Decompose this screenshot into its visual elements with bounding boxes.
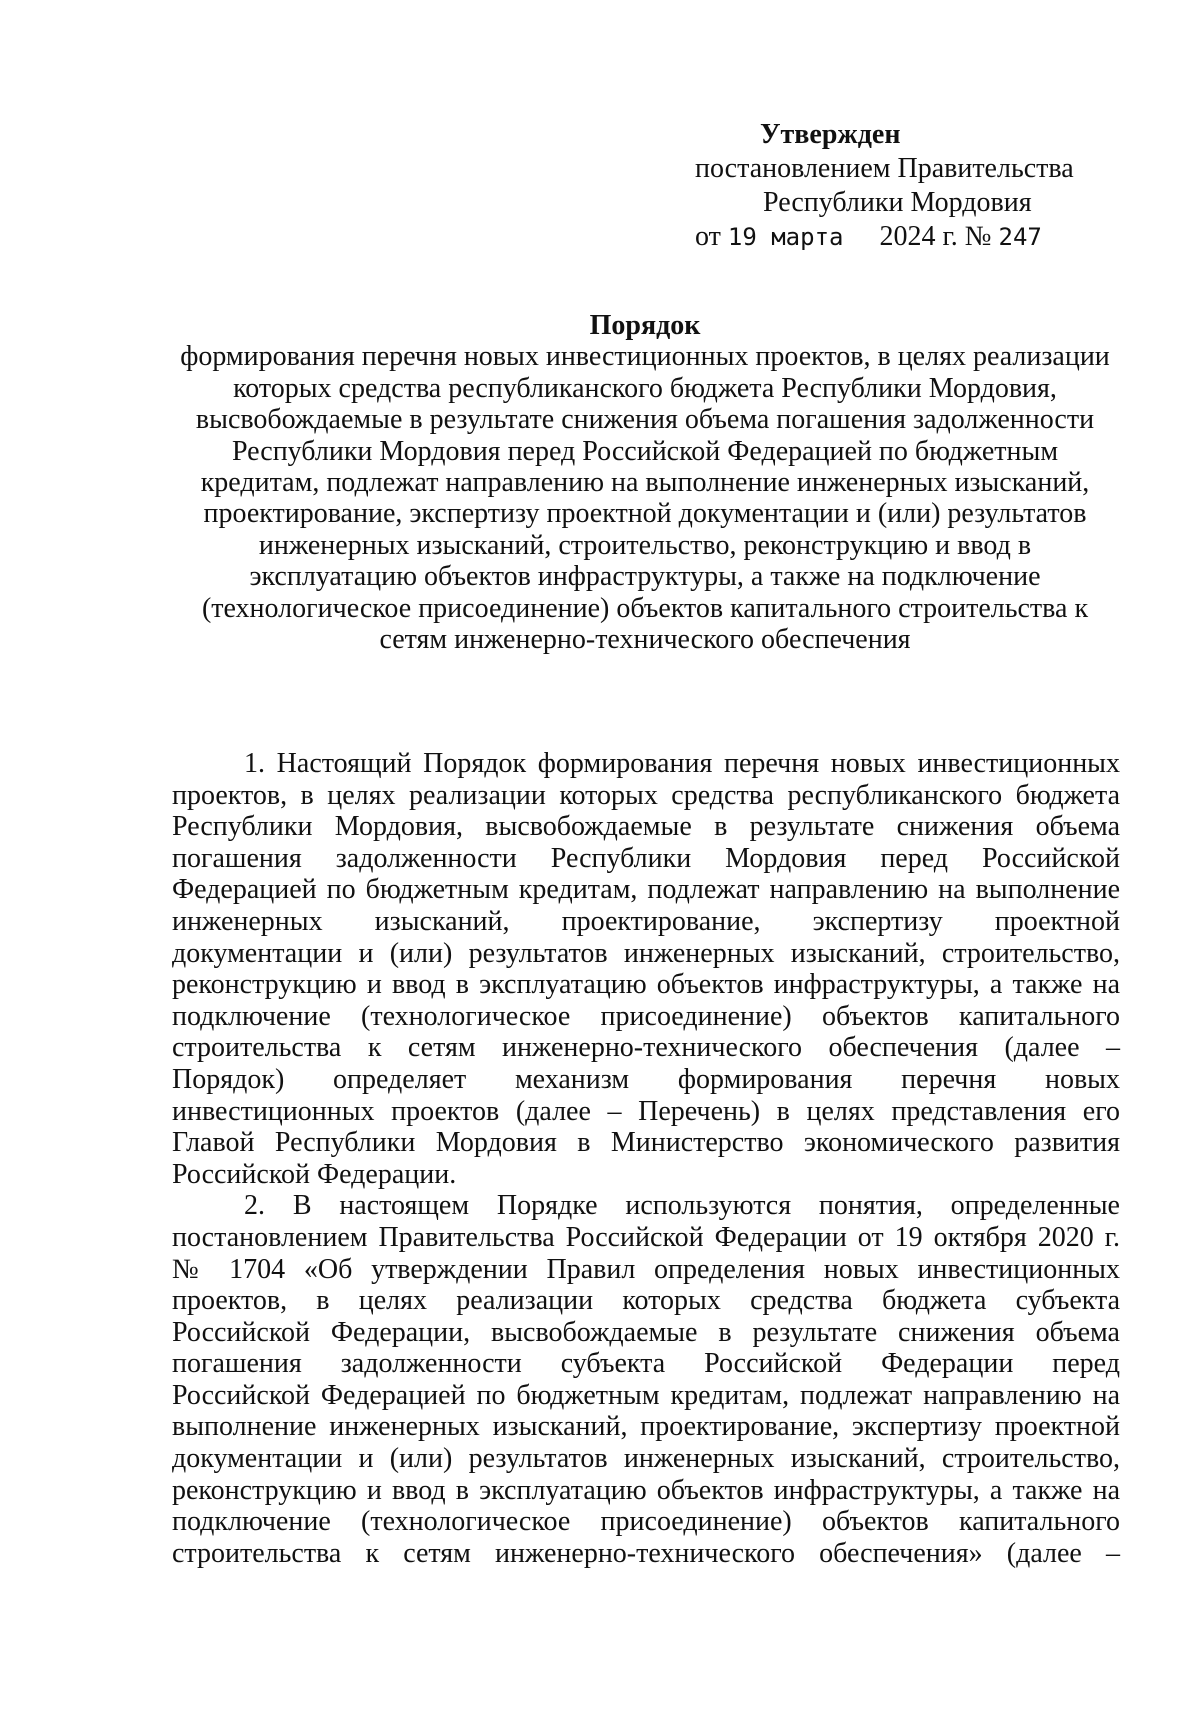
paragraph-1-line: Федерацией по бюджетным кредитам, подлежат направлению на выполнение <box>172 874 1120 906</box>
paragraph-2-line: проектов, в целях реализации которых средства бюджета субъекта <box>172 1285 1120 1317</box>
paragraph-2-line: выполнение инженерных изысканий, проектирование, экспертизу проектной <box>172 1411 1120 1443</box>
paragraph-1-line: реконструкцию и ввод в эксплуатацию объектов инфраструктуры, а также на <box>172 969 1120 1001</box>
subtitle-line: сетям инженерно-технического обеспечения <box>379 624 911 656</box>
paragraph-1-line: документации и (или) результатов инженерных изысканий, строительство, <box>172 937 1120 969</box>
subtitle-line: проектирование, экспертизу проектной документации и (или) результатов <box>203 498 1087 530</box>
paragraph-2-line: документации и (или) результатов инженерных изысканий, строительство, <box>172 1443 1120 1475</box>
subtitle-line: которых средства республиканского бюджета Республики Мордовия, <box>233 372 1057 404</box>
approval-number: 247 <box>998 223 1042 251</box>
paragraph-2-line: погашения задолженности субъекта Российской Федерации перед <box>172 1348 1120 1380</box>
subtitle-line: формирования перечня новых инвестиционных проектов, в целях реализации <box>180 341 1110 373</box>
paragraph-1-line: инвестиционных проектов (далее – Перечень) в целях представления его <box>172 1095 1120 1127</box>
document-subtitle <box>170 341 1120 655</box>
paragraph-1-line: подключение (технологическое присоединение) объектов капитального <box>172 1000 1120 1032</box>
paragraph-2-line: № 1704 «Об утверждении Правил определения новых инвестиционных <box>172 1253 1120 1285</box>
subtitle-line: эксплуатацию объектов инфраструктуры, а также на подключение <box>249 561 1041 593</box>
paragraph-2-line: 2. В настоящем Порядке используются понятия, определенные <box>244 1190 1120 1222</box>
paragraph-2-line: Российской Федерацией по бюджетным кредитам, подлежат направлению на <box>172 1379 1120 1411</box>
paragraph-1-line: 1. Настоящий Порядок формирования перечня новых инвестиционных <box>244 748 1120 779</box>
subtitle-line: кредитам, подлежат направлению на выполнение инженерных изысканий, <box>200 467 1090 499</box>
paragraph-2-line: реконструкцию и ввод в эксплуатацию объектов инфраструктуры, а также на <box>172 1474 1120 1506</box>
subtitle-line: Республики Мордовия перед Российской Федерацией по бюджетным <box>231 435 1059 467</box>
approval-date <box>640 220 1080 254</box>
paragraph-1-line: проектов, в целях реализации которых средства республиканского бюджета <box>172 779 1120 811</box>
approval-title: Утвержден <box>760 119 901 150</box>
document-body <box>172 748 1120 1569</box>
paragraph-1-line: Российской Федерации. <box>172 1158 457 1190</box>
approval-block <box>640 118 1080 254</box>
document-title: Порядок <box>589 310 701 341</box>
subtitle-line: инженерных изысканий, строительство, реконструкцию и ввод в <box>258 529 1032 561</box>
paragraph-2-line: строительства к сетям инженерно-технического обеспечения» (далее – <box>172 1537 1120 1569</box>
paragraph-1-line: инженерных изысканий, проектирование, экспертизу проектной <box>172 905 1120 937</box>
document-heading <box>170 310 1120 655</box>
approval-date-day-month: 19 марта <box>727 223 844 251</box>
approval-line-republic: Республики Мордовия <box>763 187 1032 218</box>
paragraph-1-line: Республики Мордовия, высвобождаемые в результате снижения объема <box>172 811 1120 843</box>
paragraph-2-line: постановлением Правительства Российской Федерации от 19 октября 2020 г. <box>172 1221 1120 1253</box>
approval-line-resolution: постановлением Правительства <box>695 153 1074 184</box>
paragraph-2-line: Российской Федерации, высвобождаемые в результате снижения объема <box>172 1316 1120 1348</box>
paragraph-1-line: погашения задолженности Республики Мордовия перед Российской <box>172 842 1120 874</box>
paragraph-1-line: Главой Республики Мордовия в Министерство экономического развития <box>172 1127 1120 1159</box>
subtitle-line: (технологическое присоединение) объектов капитального строительства к <box>201 592 1089 624</box>
paragraph-1-line: Порядок) определяет механизм формирования перечня новых <box>172 1063 1120 1095</box>
approval-date-year: 2024 г. № <box>879 221 992 252</box>
approval-date-prefix: от <box>695 221 721 252</box>
paragraph-2-line: подключение (технологическое присоединение) объектов капитального <box>172 1506 1120 1538</box>
paragraph-1-line: строительства к сетям инженерно-технического обеспечения (далее – <box>172 1032 1120 1064</box>
subtitle-line: высвобождаемые в результате снижения объема погашения задолженности <box>195 404 1095 436</box>
